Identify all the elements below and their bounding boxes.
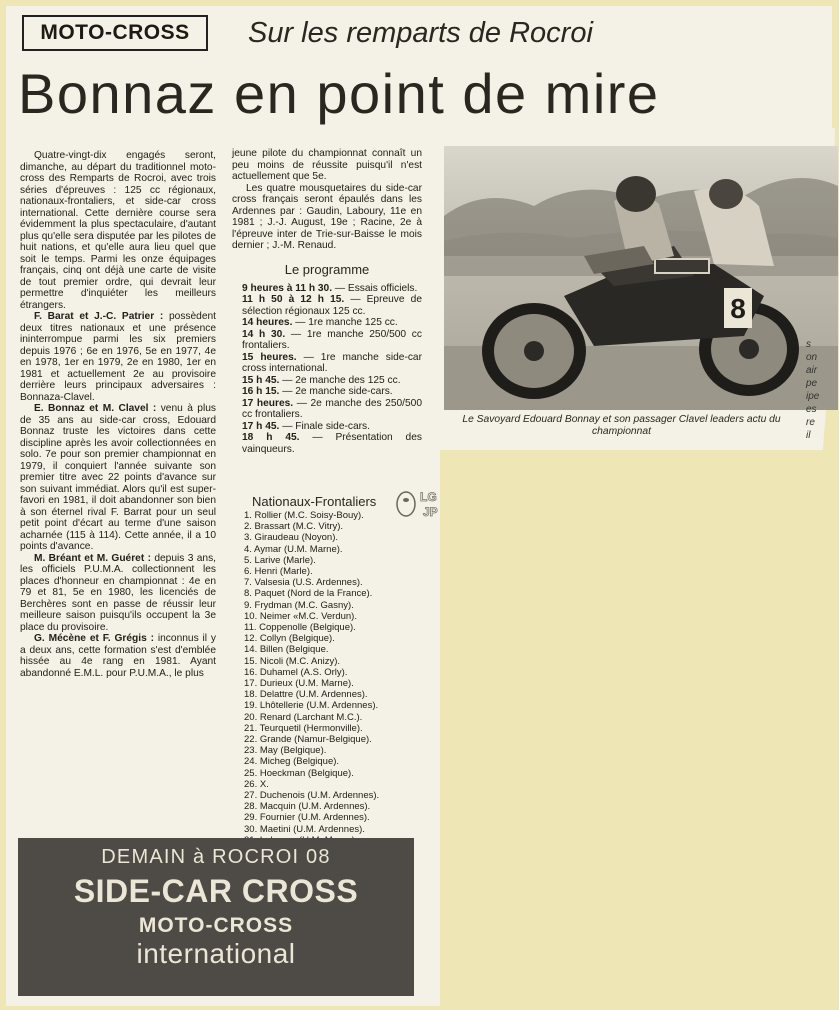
programme-item xyxy=(232,375,422,387)
number-plate: 8 xyxy=(730,293,746,324)
list-item: 9. Frydman (M.C. Gasny). xyxy=(244,599,354,611)
paragraph: jeune pilote du championnat connaît un peu moins de réussite puisqu'il n'est actuellement que 5e. xyxy=(232,148,422,182)
margin-fragment: pe xyxy=(806,378,818,389)
programme-item xyxy=(232,352,422,375)
collector-stamp xyxy=(392,486,448,522)
programme-item xyxy=(232,432,422,455)
article-column-left xyxy=(20,150,216,679)
programme-time: 16 h 15. xyxy=(242,386,280,397)
list-item: 19. Lhôtellerie (U.M. Ardennes). xyxy=(244,700,379,712)
list-item: 16. Duhamel (A.S. Orly). xyxy=(244,666,348,678)
programme-text: — 2e manche des 250/500 cc frontaliers. xyxy=(242,397,422,420)
list-item: 14. Billen (Belgique. xyxy=(244,644,329,656)
programme-item xyxy=(232,329,422,352)
programme-time: 11 h 50 à 12 h 15. xyxy=(242,294,345,305)
programme-time: 17 heures. xyxy=(242,397,294,409)
paragraph xyxy=(20,633,216,679)
list-item: 23. May (Belgique). xyxy=(244,745,327,757)
programme-time: 14 h 30. xyxy=(242,328,286,340)
paragraph-lead: E. Bonnaz et M. Clavel : xyxy=(34,403,157,414)
list-item: 27. Duchenois (U.M. Ardennes). xyxy=(244,790,380,802)
programme-text: — Présentation des vainqueurs. xyxy=(242,432,422,455)
programme-time: 18 h 45. xyxy=(242,432,300,443)
stamp-mark-icon xyxy=(392,486,448,522)
article-column-middle xyxy=(232,148,422,455)
paragraph: Quatre-vingt-dix engagés seront, dimanche, au départ du traditionnel moto-cross des Remparts de Rocroi, avec trois séries d'épreuves : 125 cc régionaux, nationaux-frontaliers, et side-car cross international. Cette dernière course sera évidemment la plus spectaculaire, d'autant plus qu'elle sera disputée par les pilotes de huit nations, et qu'elle aura lieu quel que soit le temps. Parmi les onze équipages français, cinq ont déjà une carte de visite de tout premier ordre, qui devrait leur permettre d'inquiéter les meilleurs étrangers. xyxy=(20,150,216,311)
svg-text:JP: JP xyxy=(423,505,438,519)
ad-line-motocross: MOTO-CROSS xyxy=(138,914,294,937)
section-kicker: MOTO-CROSS xyxy=(22,15,208,51)
ad-line-sidecar: SIDE-CAR CROSS xyxy=(73,873,359,909)
list-item: 21. Teurquetil (Hermonville). xyxy=(244,722,363,734)
sidecar-photo-illustration xyxy=(444,146,838,410)
ad-line-date: DEMAIN à ROCROI 08 xyxy=(101,846,331,868)
nationaux-list xyxy=(244,510,379,846)
paragraph-body: depuis 3 ans, les officiels P.U.M.A. collectionnent les places d'honneur en championnat : 4e en 79 et 81, 5e en 1980, les licenciés de Berchères sont en passe de réussir leur meilleure saison puisqu'ils occupent la 3e place du provisoire. xyxy=(20,552,216,633)
event-advertisement xyxy=(18,838,414,996)
programme-item xyxy=(232,283,422,295)
clipped-margin-text xyxy=(806,338,819,442)
margin-fragment: air xyxy=(806,365,818,376)
paragraph-lead: G. Mécène et F. Grégis : xyxy=(34,633,155,644)
nationaux-title: Nationaux-Frontaliers xyxy=(252,494,377,509)
list-item: 24. Micheg (Belgique). xyxy=(244,756,340,768)
programme-text: — 2e manche side-cars. xyxy=(279,386,393,397)
paragraph-body: venu à plus de 35 ans au side-car cross, Edouard Bonnaz truste les victoires dans cette discipline après les avoir collectionnées en solo. 7e pour son premier championnat en 1979, il conquiert l'année suivante son premier titre avec 22 points d'avance sur son suivant immédiat. Alors qu'il est super-favori en 1981, il doit abandonner son bien à son éternel rival F. Barrat pour un seul petit point d'écart au terme d'une saison acharnée (115 à 114). Cette année, il a 10 points d'avance. xyxy=(20,403,216,552)
programme-item xyxy=(232,294,422,317)
paragraph xyxy=(20,403,216,553)
list-item: 15. Nicoli (M.C. Anizy). xyxy=(244,655,341,667)
list-item: 11. Coppenolle (Belgique). xyxy=(244,622,356,634)
list-item: 28. Macquin (U.M. Ardennes). xyxy=(244,801,371,813)
article-subhead: Sur les remparts de Rocroi xyxy=(248,17,593,49)
list-item: 8. Paquet (Nord de la France). xyxy=(244,588,373,600)
programme-time: 15 heures. xyxy=(242,351,297,363)
list-item: 1. Rollier (M.C. Soisy-Bouy). xyxy=(244,510,364,521)
ad-line-international: international xyxy=(136,938,296,969)
list-item: 4. Aymar (U.M. Marne). xyxy=(244,543,343,555)
margin-fragment: re xyxy=(806,417,815,428)
list-item: 29. Fournier (U.M. Ardennes). xyxy=(244,812,370,824)
paragraph-body: inconnus il y a deux ans, cette formation s'est d'emblée hissée au 4e rang en 1981. Ayant abandonné E.M.L. pour P.U.M.A., le plus xyxy=(20,633,216,679)
list-item: 25. Hoeckman (Belgique). xyxy=(244,767,354,779)
list-item: 22. Grande (Namur-Belgique). xyxy=(244,734,372,746)
programme-text: — Epreuve de sélection régionaux 125 cc. xyxy=(242,294,422,317)
list-item: 3. Giraudeau (Noyon). xyxy=(244,532,338,544)
paragraph: Les quatre mousquetaires du side-car cross français seront épaulés dans les Ardennes par : Gaudin, Laboury, 11e en 1981 ; J.-J. August, 19e ; Racine, 2e à l'épreuve inter de Trie-sur-Baisse le mois dernier ; J.-M. Renaud. xyxy=(232,182,422,251)
list-item: 10. Neimer «M.C. Verdun). xyxy=(244,610,357,622)
sidecar-photo xyxy=(444,146,838,410)
programme-list xyxy=(232,283,422,456)
programme-text: — 1re manche 125 cc. xyxy=(292,317,398,328)
programme-text: — 1re manche 250/500 cc frontaliers. xyxy=(242,328,422,351)
programme-item xyxy=(232,317,422,329)
programme-item xyxy=(232,398,422,421)
programme-time: 14 heures. xyxy=(242,317,293,328)
programme-item xyxy=(232,386,422,398)
programme-item xyxy=(232,421,422,433)
programme-text: — 2e manche des 125 cc. xyxy=(279,374,401,386)
list-item: 2. Brassart (M.C. Vitry). xyxy=(244,521,344,533)
programme-time: 9 heures à 11 h 30. xyxy=(242,282,333,294)
paragraph xyxy=(20,553,216,634)
list-item: 6. Henri (Marle). xyxy=(244,566,313,578)
list-item: 20. Renard (Larchant M.C.). xyxy=(244,711,363,723)
photo-caption: Le Savoyard Edouard Bonnay et son passager Clavel leaders actu du championnat xyxy=(462,414,781,437)
list-item: 18. Delattre (U.M. Ardennes). xyxy=(244,689,368,701)
paragraph-lead: F. Barat et J.-C. Patrier : xyxy=(34,311,164,322)
article-headline: Bonnaz en point de mire xyxy=(18,62,660,125)
programme-time: 17 h 45. xyxy=(242,420,280,432)
margin-fragment: il xyxy=(806,430,811,441)
list-item: 26. X. xyxy=(244,778,269,790)
programme-text: — 1re manche side-car cross international. xyxy=(242,351,422,374)
list-item: 5. Larive (Marle). xyxy=(244,554,316,566)
paragraph-body: possèdent deux titres nationaux et une présence ininterrompue parmi les six premiers depuis 1976 ; 6e en 1976, 5e en 1977, 4e en 1978, 1er en 1979, 2e en 1980, 1er en 1981 et actuellement 2e au provisoire derrière leurs principaux adversaires : Bonnaza-Clavel. xyxy=(20,311,216,403)
programme-title: Le programme xyxy=(284,261,370,277)
programme-text: — Finale side-cars. xyxy=(279,420,370,432)
paragraph xyxy=(20,311,216,403)
list-item: 12. Collyn (Belgique). xyxy=(244,633,335,645)
paragraph-lead: M. Bréant et M. Guéret : xyxy=(34,552,151,564)
programme-text: — Essais officiels. xyxy=(332,282,418,294)
list-item: 30. Maetini (U.M. Ardennes). xyxy=(244,823,365,835)
margin-fragment: s xyxy=(806,339,811,350)
margin-fragment: es xyxy=(806,404,817,415)
margin-fragment: on xyxy=(806,352,818,363)
list-item: 7. Valsesia (U.S. Ardennes). xyxy=(244,577,363,589)
svg-text:LG: LG xyxy=(420,490,437,504)
margin-fragment: ipe xyxy=(806,391,820,402)
programme-time: 15 h 45. xyxy=(242,374,280,386)
list-item: 17. Durieux (U.M. Marne). xyxy=(244,678,354,690)
